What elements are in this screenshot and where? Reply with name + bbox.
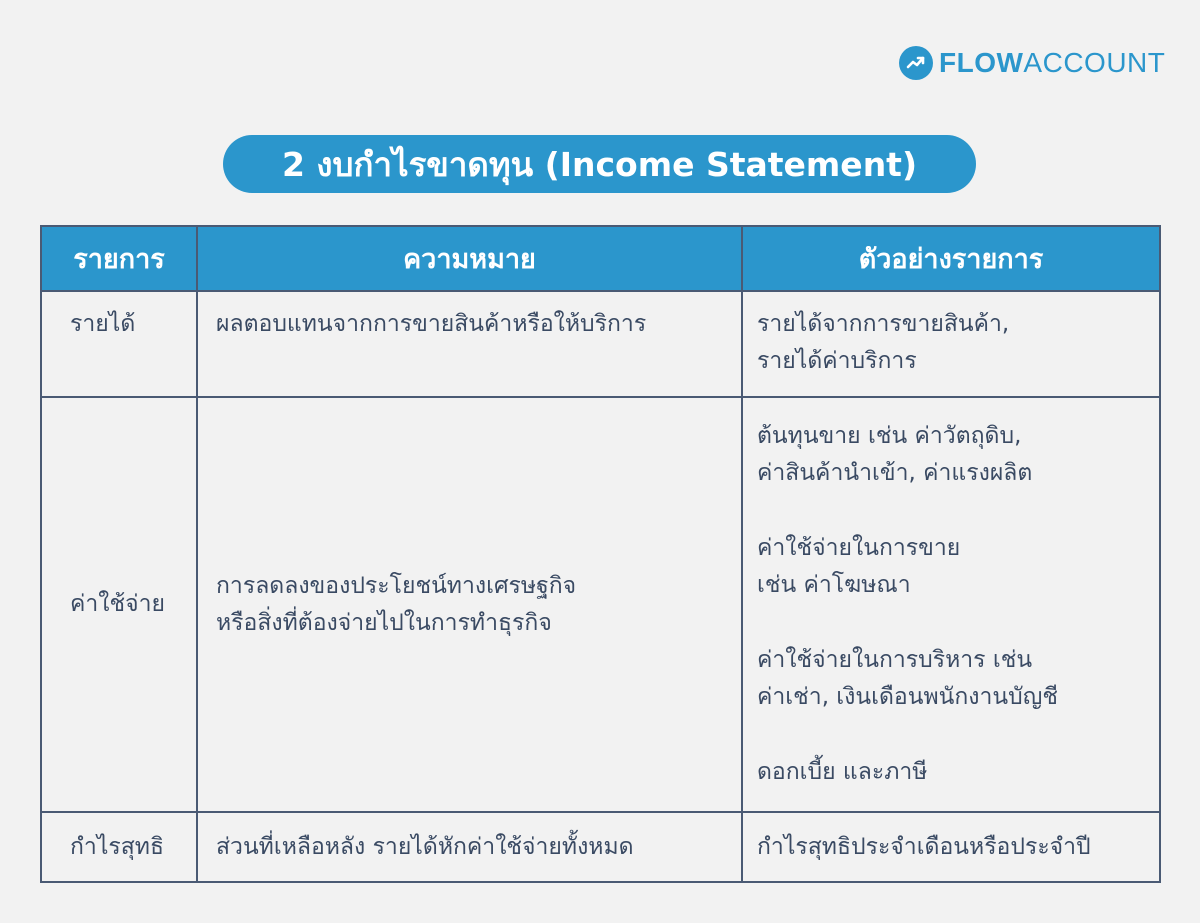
table-row-revenue (41, 291, 1160, 397)
logo-wordmark (939, 47, 1165, 79)
item-label: รายได้ (70, 311, 136, 337)
cell-meaning (197, 291, 742, 397)
table-row-expense (41, 397, 1160, 812)
table-header-row (41, 226, 1160, 291)
example-group (757, 306, 1153, 380)
cell-examples (742, 812, 1160, 882)
example-text: ดอกเบี้ย และภาษี (757, 759, 928, 785)
income-statement-table (40, 225, 1161, 883)
example-text: ต้นทุนขาย เช่น ค่าวัตถุดิบ, (757, 423, 1022, 449)
example-group-admin-expense (757, 642, 1153, 716)
logo-text-light: ACCOUNT (1023, 47, 1166, 78)
cell-examples (742, 291, 1160, 397)
example-group-interest-tax (757, 754, 1153, 791)
item-label: กำไรสุทธิ (70, 833, 164, 860)
page-title: 2 งบกำไรขาดทุน (Income Statement) (223, 135, 976, 193)
header-item: รายการ (41, 226, 197, 291)
example-text: รายได้จากการขายสินค้า, (757, 311, 1010, 337)
item-label: ค่าใช้จ่าย (70, 591, 166, 617)
meaning-text: หรือสิ่งที่ต้องจ่ายไปในการทำธุรกิจ (216, 609, 552, 636)
header-meaning: ความหมาย (197, 226, 742, 291)
table-row-net-profit (41, 812, 1160, 882)
header-examples: ตัวอย่างรายการ (742, 226, 1160, 291)
cell-examples (742, 397, 1160, 812)
meaning-text: ส่วนที่เหลือหลัง รายได้หักค่าใช้จ่ายทั้งหมด (216, 833, 634, 860)
example-text: รายได้ค่าบริการ (757, 348, 917, 374)
cell-meaning (197, 812, 742, 882)
example-text: ค่าใช้จ่ายในการขาย (757, 535, 961, 561)
example-text: ค่าเช่า, เงินเดือนพนักงานบัญชี (757, 684, 1058, 710)
cell-meaning (197, 397, 742, 812)
meaning-text: ผลตอบแทนจากการขายสินค้าหรือให้บริการ (216, 311, 647, 337)
meaning-text: การลดลงของประโยชน์ทางเศรษฐกิจ (216, 572, 577, 599)
cell-item (41, 291, 197, 397)
example-text: เช่น ค่าโฆษณา (757, 572, 911, 598)
cell-item (41, 397, 197, 812)
example-group-cost-of-sales (757, 418, 1153, 492)
example-text: ค่าใช้จ่ายในการบริหาร เช่น (757, 647, 1033, 673)
logo-text-bold: FLOW (939, 47, 1024, 78)
example-group-selling-expense (757, 530, 1153, 604)
trend-up-icon (899, 46, 933, 80)
example-text: ค่าสินค้านำเข้า, ค่าแรงผลิต (757, 460, 1033, 486)
cell-item (41, 812, 197, 882)
example-text: กำไรสุทธิประจำเดือนหรือประจำปี (757, 833, 1091, 860)
flowaccount-logo (899, 44, 1165, 82)
